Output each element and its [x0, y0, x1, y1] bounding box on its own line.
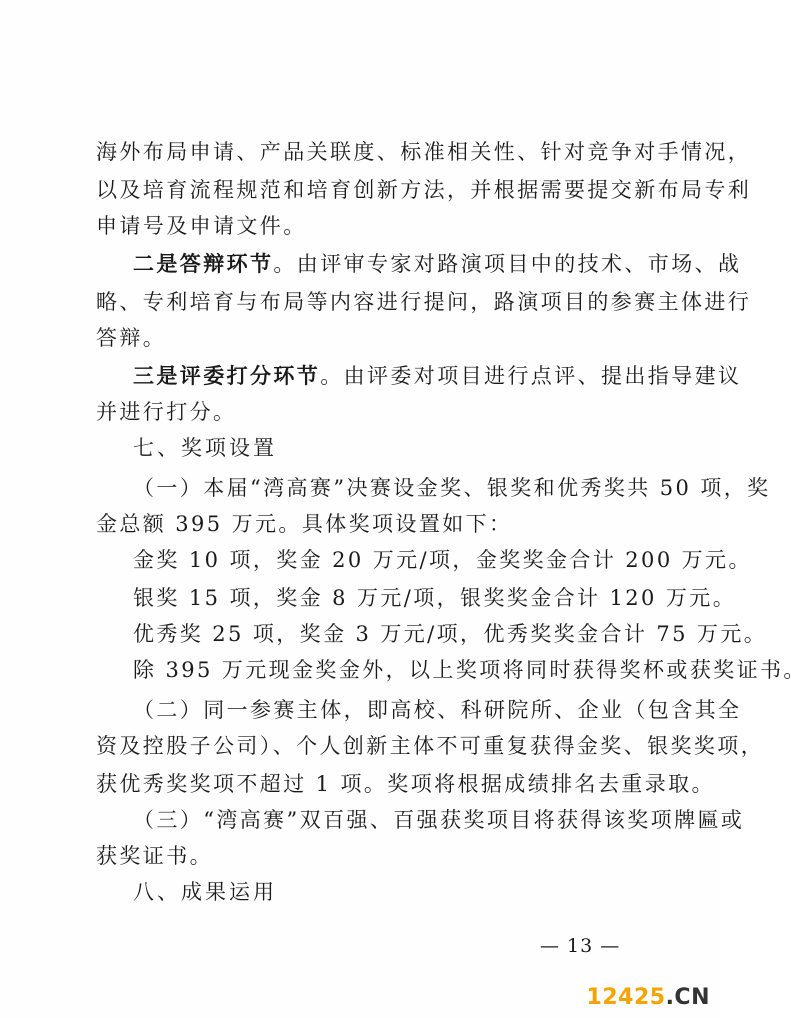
paragraph-text: 。由评审专家对路演项目中的技术、市场、战: [273, 252, 742, 276]
award-silver-line: 银奖 15 项，奖金 8 万元/项，银奖奖金合计 120 万元。: [133, 586, 737, 610]
page-number: — 13 —: [540, 935, 621, 957]
paragraph-line: 获优秀奖奖项不超过 1 项。奖项将根据成绩排名去重录取。: [96, 772, 715, 796]
paragraph-line: 金总额 395 万元。具体奖项设置如下：: [96, 512, 513, 536]
paragraph-line: 除 395 万元现金奖金外，以上奖项将同时获得奖杯或获奖证书。: [133, 658, 807, 682]
section-heading-results: 八、成果运用: [133, 880, 277, 904]
award-excellence-line: 优秀奖 25 项，奖金 3 万元/项，优秀奖奖金合计 75 万元。: [133, 622, 768, 646]
paragraph-line: 申请号及申请文件。: [96, 214, 307, 238]
site-watermark: [587, 985, 710, 1010]
paragraph-text: 。由评委对项目进行点评、提出指导建议: [320, 364, 742, 388]
paragraph-scoring-stage: [133, 362, 741, 390]
bold-lead-answer: 二是答辩环节: [133, 251, 274, 276]
paragraph-line: 答辩。: [96, 326, 167, 350]
paragraph-answer-stage: [133, 250, 741, 278]
paragraph-line: （二）同一参赛主体，即高校、科研院所、企业（包含其全: [133, 698, 742, 722]
bold-lead-scoring: 三是评委打分环节: [133, 363, 321, 388]
paragraph-line: 海外布局申请、产品关联度、标准相关性、针对竞争对手情况，: [96, 140, 752, 164]
award-gold-line: 金奖 10 项，奖金 20 万元/项，金奖奖金合计 200 万元。: [133, 548, 752, 572]
section-heading-awards: 七、奖项设置: [133, 436, 277, 460]
paragraph-line: 资及控股子公司）、个人创新主体不可重复获得金奖、银奖奖项，: [96, 734, 765, 758]
watermark-suffix: .CN: [665, 985, 710, 1010]
watermark-number: 12425: [586, 985, 666, 1010]
paragraph-line: （三）“湾高赛”双百强、百强获奖项目将获得该奖项牌匾或: [133, 808, 745, 832]
paragraph-line: 略、专利培育与布局等内容进行提问，路演项目的参赛主体进行: [96, 290, 752, 314]
paragraph-line: 获奖证书。: [96, 844, 213, 868]
paragraph-line: 以及培育流程规范和培育创新方法，并根据需要提交新布局专利: [96, 178, 752, 202]
paragraph-line: 并进行打分。: [96, 400, 237, 424]
paragraph-line: （一）本届“湾高赛”决赛设金奖、银奖和优秀奖共 50 项，奖: [133, 476, 771, 500]
